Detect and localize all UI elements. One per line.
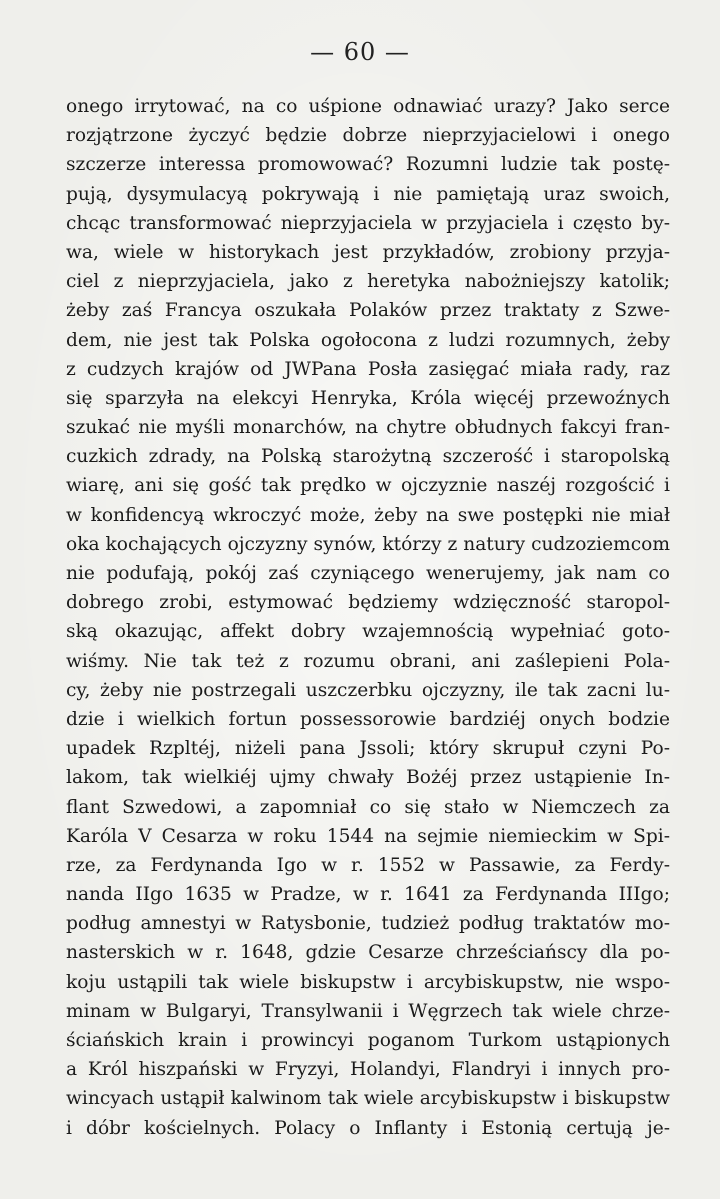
- text-line: pują, dysymulacyą pokrywają i nie pamiętają uraz swoich,: [66, 183, 670, 205]
- text-line: lakom, tak wielkiéj ujmy chwały Bożéj przez ustąpienie In-: [66, 767, 670, 789]
- text-line: ciel z nieprzyjaciela, jako z heretyka nabożniejszy katolik;: [66, 271, 670, 293]
- text-line: ściańskich krain i prowincyi poganom Turkom ustąpionych: [66, 1030, 670, 1051]
- text-line: dem, nie jest tak Polska ogołocona z ludzi rozumnych, żeby: [66, 329, 670, 351]
- text-line: dobrego zrobi, estymować będziemy wdzięczność staropol-: [66, 592, 670, 614]
- text-line: oka kochających ojczyzny synów, którzy z natury cudzoziemcom: [66, 533, 670, 555]
- text-line: nie podufają, pokój zaś czyniącego wenerujemy, jak nam co: [66, 563, 670, 584]
- text-line: żeby zaś Francya oszukała Polaków przez traktaty z Szwe-: [66, 300, 670, 322]
- text-line: chcąc transformować nieprzyjaciela w przyjaciela i często by-: [66, 212, 670, 234]
- text-line: nanda IIgo 1635 w Pradze, w r. 1641 za Ferdynanda IIIgo;: [66, 884, 670, 906]
- text-line: flant Szwedowi, a zapomniał co się stało w Niemczech za: [66, 796, 670, 818]
- text-line: nasterskich w r. 1648, gdzie Cesarze chrześciańscy dla po-: [66, 942, 670, 964]
- text-line: z cudzych krajów od JWPana Posła zasięgać miała rady, raz: [66, 358, 670, 380]
- text-line: wa, wiele w historykach jest przykładów, zrobiony przyja-: [66, 241, 670, 263]
- text-line: koju ustąpili tak wiele biskupstw i arcybiskupstw, nie wspo-: [66, 971, 670, 993]
- text-line: ską okazując, affekt dobry wzajemnością wypełniać goto-: [66, 621, 670, 643]
- text-line: rozjątrzone życzyć będzie dobrze nieprzyjacielowi i onego: [66, 125, 670, 147]
- text-line: onego irrytować, na co uśpione odnawiać urazy? Jako serce: [66, 96, 670, 117]
- page-number-header: — 60 —: [310, 38, 410, 66]
- text-line: szukać nie myśli monarchów, na chytre obłudnych fakcyi fran-: [66, 417, 670, 439]
- text-line: się sparzyła na elekcyi Henryka, Króla więcéj przewoźnych: [66, 387, 670, 409]
- text-line: Karóla V Cesarza w roku 1544 na sejmie niemieckim w Spi-: [66, 825, 670, 847]
- text-line: w konfidencyą wkroczyć może, żeby na swe postępki nie miał: [66, 504, 670, 526]
- text-line: upadek Rzpltéj, niżeli pana Jssoli; który skrupuł czyni Po-: [66, 738, 670, 760]
- text-line: cy, żeby nie postrzegali uszczerbku ojczyzny, ile tak zacni lu-: [66, 679, 670, 701]
- text-line: dzie i wielkich fortun possessorowie bardziéj onych bodzie: [66, 708, 670, 730]
- text-line: rze, za Ferdynanda Igo w r. 1552 w Passawie, za Ferdy-: [66, 854, 670, 876]
- text-line: wincyach ustąpił kalwinom tak wiele arcybiskupstw i biskupstw: [66, 1088, 670, 1110]
- text-line: podług amnestyi w Ratysbonie, tudzież podług traktatów mo-: [66, 913, 670, 935]
- text-line: i dóbr kościelnych. Polacy o Inflanty i Estonią certują je-: [66, 1117, 670, 1139]
- text-line: wiśmy. Nie tak też z rozumu obrani, ani zaślepieni Pola-: [66, 650, 670, 672]
- text-line: cuzkich zdrady, na Polską starożytną szczerość i staropolską: [66, 446, 670, 468]
- text-line: wiarę, ani się gość tak prędko w ojczyznie naszéj rozgościć i: [66, 475, 670, 497]
- body-text: [66, 92, 670, 1143]
- text-line: minam w Bulgaryi, Transylwanii i Węgrzech tak wiele chrze-: [66, 1000, 670, 1022]
- text-line: szczerze interessa promowować? Rozumni ludzie tak postę-: [66, 154, 670, 176]
- text-line: a Król hiszpański w Fryzyi, Holandyi, Flandryi i innych pro-: [66, 1059, 670, 1081]
